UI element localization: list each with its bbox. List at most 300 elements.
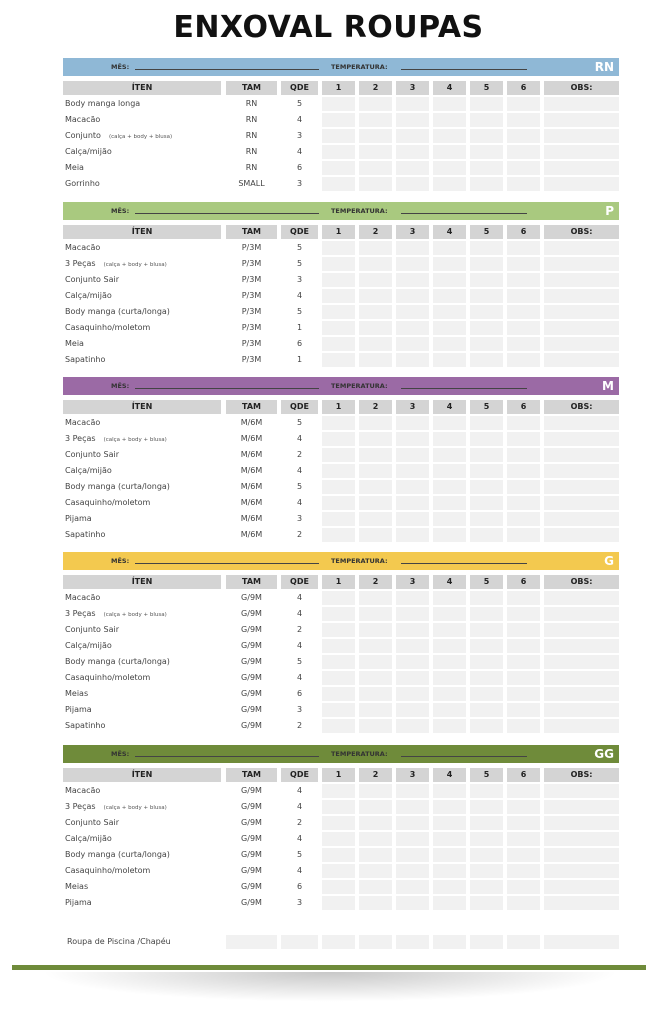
check-cell[interactable] — [396, 591, 429, 605]
check-cell[interactable] — [507, 321, 540, 335]
extra-cell[interactable] — [359, 935, 392, 949]
obs-cell[interactable] — [544, 848, 619, 862]
check-cell[interactable] — [359, 671, 392, 685]
check-cell[interactable] — [470, 528, 503, 542]
check-cell[interactable] — [396, 448, 429, 462]
check-cell[interactable] — [396, 273, 429, 287]
obs-cell[interactable] — [544, 607, 619, 621]
obs-cell[interactable] — [544, 512, 619, 526]
obs-cell[interactable] — [544, 896, 619, 910]
check-cell[interactable] — [322, 129, 355, 143]
check-cell[interactable] — [470, 353, 503, 367]
check-cell[interactable] — [507, 480, 540, 494]
check-cell[interactable] — [359, 432, 392, 446]
check-cell[interactable] — [470, 177, 503, 191]
check-cell[interactable] — [433, 464, 466, 478]
check-cell[interactable] — [507, 703, 540, 717]
check-cell[interactable] — [507, 97, 540, 111]
obs-cell[interactable] — [544, 289, 619, 303]
obs-cell[interactable] — [544, 832, 619, 846]
check-cell[interactable] — [433, 591, 466, 605]
obs-cell[interactable] — [544, 257, 619, 271]
table-row — [63, 528, 619, 544]
check-cell[interactable] — [433, 784, 466, 798]
extra-cell[interactable] — [470, 935, 503, 949]
check-cell[interactable] — [396, 607, 429, 621]
obs-cell[interactable] — [544, 703, 619, 717]
check-cell[interactable] — [322, 607, 355, 621]
check-cell[interactable] — [322, 719, 355, 733]
check-cell[interactable] — [433, 671, 466, 685]
check-cell[interactable] — [507, 305, 540, 319]
check-cell[interactable] — [359, 655, 392, 669]
extra-cell[interactable] — [544, 935, 619, 949]
check-cell[interactable] — [507, 289, 540, 303]
check-cell[interactable] — [322, 145, 355, 159]
check-cell[interactable] — [359, 337, 392, 351]
check-cell[interactable] — [470, 800, 503, 814]
check-cell[interactable] — [322, 896, 355, 910]
item-name: Calça/mijão — [65, 291, 112, 300]
check-cell[interactable] — [396, 703, 429, 717]
obs-cell[interactable] — [544, 448, 619, 462]
check-cell[interactable] — [507, 528, 540, 542]
check-cell[interactable] — [470, 480, 503, 494]
check-cell[interactable] — [507, 848, 540, 862]
obs-cell[interactable] — [544, 305, 619, 319]
obs-cell[interactable] — [544, 273, 619, 287]
check-cell[interactable] — [322, 480, 355, 494]
check-cell[interactable] — [396, 432, 429, 446]
check-cell[interactable] — [396, 480, 429, 494]
obs-cell[interactable] — [544, 161, 619, 175]
check-cell[interactable] — [433, 416, 466, 430]
check-cell[interactable] — [322, 97, 355, 111]
check-cell[interactable] — [433, 528, 466, 542]
check-cell[interactable] — [359, 703, 392, 717]
check-cell[interactable] — [359, 145, 392, 159]
extra-cell[interactable] — [396, 935, 429, 949]
check-cell[interactable] — [470, 448, 503, 462]
check-cell[interactable] — [470, 337, 503, 351]
check-cell[interactable] — [507, 496, 540, 510]
check-cell[interactable] — [433, 848, 466, 862]
check-cell[interactable] — [396, 528, 429, 542]
check-cell[interactable] — [433, 896, 466, 910]
check-cell[interactable] — [470, 129, 503, 143]
check-cell[interactable] — [433, 145, 466, 159]
check-cell[interactable] — [433, 719, 466, 733]
check-cell[interactable] — [396, 816, 429, 830]
obs-cell[interactable] — [544, 353, 619, 367]
check-cell[interactable] — [396, 257, 429, 271]
check-cell[interactable] — [433, 273, 466, 287]
check-cell[interactable] — [396, 639, 429, 653]
check-cell[interactable] — [507, 864, 540, 878]
check-cell[interactable] — [433, 816, 466, 830]
check-cell[interactable] — [322, 784, 355, 798]
extra-cell[interactable] — [322, 935, 355, 949]
check-cell[interactable] — [396, 97, 429, 111]
check-cell[interactable] — [470, 848, 503, 862]
check-cell[interactable] — [396, 305, 429, 319]
check-cell[interactable] — [359, 464, 392, 478]
check-cell[interactable] — [396, 353, 429, 367]
check-cell[interactable] — [396, 800, 429, 814]
obs-cell[interactable] — [544, 416, 619, 430]
check-cell[interactable] — [359, 257, 392, 271]
check-cell[interactable] — [433, 480, 466, 494]
check-cell[interactable] — [322, 432, 355, 446]
check-cell[interactable] — [507, 687, 540, 701]
check-cell[interactable] — [433, 177, 466, 191]
check-cell[interactable] — [396, 496, 429, 510]
check-cell[interactable] — [433, 305, 466, 319]
check-cell[interactable] — [322, 448, 355, 462]
extra-cell[interactable] — [507, 935, 540, 949]
check-cell[interactable] — [396, 129, 429, 143]
check-cell[interactable] — [322, 864, 355, 878]
check-cell[interactable] — [470, 703, 503, 717]
check-cell[interactable] — [433, 448, 466, 462]
mes-field[interactable] — [135, 756, 319, 757]
obs-cell[interactable] — [544, 337, 619, 351]
check-cell[interactable] — [396, 177, 429, 191]
check-cell[interactable] — [507, 591, 540, 605]
check-cell[interactable] — [470, 687, 503, 701]
check-cell[interactable] — [433, 289, 466, 303]
tam-cell: M/6M — [240, 434, 263, 443]
check-cell[interactable] — [359, 289, 392, 303]
check-cell[interactable] — [322, 591, 355, 605]
check-cell[interactable] — [322, 800, 355, 814]
check-cell[interactable] — [470, 864, 503, 878]
check-cell[interactable] — [470, 896, 503, 910]
obs-cell[interactable] — [544, 528, 619, 542]
temperatura-field[interactable] — [401, 563, 527, 564]
check-cell[interactable] — [507, 607, 540, 621]
obs-cell[interactable] — [544, 97, 619, 111]
check-cell[interactable] — [396, 145, 429, 159]
check-cell[interactable] — [433, 321, 466, 335]
check-cell[interactable] — [359, 687, 392, 701]
check-cell[interactable] — [507, 145, 540, 159]
check-cell[interactable] — [396, 416, 429, 430]
check-cell[interactable] — [322, 832, 355, 846]
temperatura-field[interactable] — [401, 756, 527, 757]
check-cell[interactable] — [396, 719, 429, 733]
obs-cell[interactable] — [544, 800, 619, 814]
obs-cell[interactable] — [544, 321, 619, 335]
table-row — [63, 512, 619, 528]
check-cell[interactable] — [359, 416, 392, 430]
check-cell[interactable] — [359, 129, 392, 143]
check-cell[interactable] — [322, 816, 355, 830]
check-cell[interactable] — [359, 97, 392, 111]
check-cell[interactable] — [396, 289, 429, 303]
obs-cell[interactable] — [544, 464, 619, 478]
check-cell[interactable] — [396, 512, 429, 526]
check-cell[interactable] — [470, 305, 503, 319]
check-cell[interactable] — [396, 896, 429, 910]
check-cell[interactable] — [507, 273, 540, 287]
extra-cell[interactable] — [226, 935, 277, 949]
check-cell[interactable] — [396, 687, 429, 701]
check-cell[interactable] — [322, 337, 355, 351]
check-cell[interactable] — [396, 241, 429, 255]
check-cell[interactable] — [433, 129, 466, 143]
check-cell[interactable] — [470, 591, 503, 605]
check-cell[interactable] — [322, 273, 355, 287]
check-cell[interactable] — [322, 289, 355, 303]
check-cell[interactable] — [507, 719, 540, 733]
obs-cell[interactable] — [544, 496, 619, 510]
check-cell[interactable] — [507, 177, 540, 191]
temperatura-field[interactable] — [401, 213, 527, 214]
temperatura-field[interactable] — [401, 69, 527, 70]
check-cell[interactable] — [433, 880, 466, 894]
check-cell[interactable] — [359, 623, 392, 637]
check-cell[interactable] — [322, 671, 355, 685]
check-cell[interactable] — [470, 273, 503, 287]
mes-field[interactable] — [135, 69, 319, 70]
check-cell[interactable] — [470, 241, 503, 255]
check-cell[interactable] — [396, 464, 429, 478]
check-cell[interactable] — [359, 305, 392, 319]
check-cell[interactable] — [470, 671, 503, 685]
check-cell[interactable] — [507, 784, 540, 798]
obs-cell[interactable] — [544, 177, 619, 191]
table-row — [63, 432, 619, 448]
temperatura-field[interactable] — [401, 388, 527, 389]
obs-cell[interactable] — [544, 480, 619, 494]
check-cell[interactable] — [470, 607, 503, 621]
obs-cell[interactable] — [544, 623, 619, 637]
check-cell[interactable] — [507, 880, 540, 894]
check-cell[interactable] — [322, 528, 355, 542]
check-cell[interactable] — [433, 337, 466, 351]
check-cell[interactable] — [359, 321, 392, 335]
check-cell[interactable] — [433, 832, 466, 846]
check-cell[interactable] — [322, 161, 355, 175]
check-cell[interactable] — [359, 161, 392, 175]
check-cell[interactable] — [433, 432, 466, 446]
check-cell[interactable] — [359, 241, 392, 255]
obs-cell[interactable] — [544, 864, 619, 878]
mes-field[interactable] — [135, 388, 319, 389]
check-cell[interactable] — [359, 880, 392, 894]
check-cell[interactable] — [470, 512, 503, 526]
item-cell — [63, 864, 221, 878]
check-cell[interactable] — [396, 880, 429, 894]
check-cell[interactable] — [396, 623, 429, 637]
check-cell[interactable] — [433, 161, 466, 175]
check-cell[interactable] — [322, 416, 355, 430]
check-cell[interactable] — [470, 816, 503, 830]
check-cell[interactable] — [396, 113, 429, 127]
obs-cell[interactable] — [544, 719, 619, 733]
check-cell[interactable] — [507, 832, 540, 846]
check-cell[interactable] — [322, 113, 355, 127]
check-cell[interactable] — [396, 321, 429, 335]
check-cell[interactable] — [322, 703, 355, 717]
check-cell[interactable] — [322, 512, 355, 526]
check-cell[interactable] — [359, 639, 392, 653]
check-cell[interactable] — [433, 353, 466, 367]
obs-cell[interactable] — [544, 671, 619, 685]
check-cell[interactable] — [507, 800, 540, 814]
check-cell[interactable] — [322, 496, 355, 510]
obs-cell[interactable] — [544, 113, 619, 127]
check-cell[interactable] — [322, 880, 355, 894]
check-cell[interactable] — [470, 416, 503, 430]
obs-cell[interactable] — [544, 145, 619, 159]
check-cell[interactable] — [359, 177, 392, 191]
check-cell[interactable] — [507, 129, 540, 143]
check-cell[interactable] — [396, 784, 429, 798]
check-cell[interactable] — [396, 161, 429, 175]
check-cell[interactable] — [470, 719, 503, 733]
check-cell[interactable] — [507, 353, 540, 367]
check-cell[interactable] — [470, 161, 503, 175]
check-cell[interactable] — [507, 337, 540, 351]
check-cell[interactable] — [507, 113, 540, 127]
check-cell[interactable] — [470, 432, 503, 446]
check-cell[interactable] — [470, 464, 503, 478]
check-cell[interactable] — [470, 289, 503, 303]
check-cell[interactable] — [396, 655, 429, 669]
check-cell[interactable] — [470, 113, 503, 127]
check-cell[interactable] — [433, 864, 466, 878]
check-cell[interactable] — [322, 687, 355, 701]
obs-cell[interactable] — [544, 129, 619, 143]
obs-cell[interactable] — [544, 432, 619, 446]
check-cell[interactable] — [433, 97, 466, 111]
check-cell[interactable] — [433, 241, 466, 255]
check-cell[interactable] — [322, 623, 355, 637]
check-cell[interactable] — [359, 448, 392, 462]
check-cell[interactable] — [433, 687, 466, 701]
extra-cell[interactable] — [433, 935, 466, 949]
check-cell[interactable] — [470, 655, 503, 669]
mes-field[interactable] — [135, 213, 319, 214]
check-cell[interactable] — [470, 321, 503, 335]
column-header: OBS: — [544, 575, 619, 589]
check-cell[interactable] — [433, 257, 466, 271]
check-cell[interactable] — [433, 800, 466, 814]
obs-cell[interactable] — [544, 655, 619, 669]
item-cell — [63, 161, 221, 175]
check-cell[interactable] — [470, 623, 503, 637]
check-cell[interactable] — [322, 639, 355, 653]
check-cell[interactable] — [359, 816, 392, 830]
check-cell[interactable] — [359, 784, 392, 798]
check-cell[interactable] — [322, 321, 355, 335]
check-cell[interactable] — [396, 864, 429, 878]
check-cell[interactable] — [470, 639, 503, 653]
check-cell[interactable] — [433, 607, 466, 621]
check-cell[interactable] — [507, 448, 540, 462]
obs-cell[interactable] — [544, 816, 619, 830]
check-cell[interactable] — [507, 671, 540, 685]
mes-field[interactable] — [135, 563, 319, 564]
check-cell[interactable] — [507, 639, 540, 653]
check-cell[interactable] — [470, 97, 503, 111]
check-cell[interactable] — [433, 655, 466, 669]
check-cell[interactable] — [322, 848, 355, 862]
check-cell[interactable] — [359, 832, 392, 846]
check-cell[interactable] — [322, 257, 355, 271]
check-cell[interactable] — [507, 464, 540, 478]
check-cell[interactable] — [359, 528, 392, 542]
obs-cell[interactable] — [544, 880, 619, 894]
obs-cell[interactable] — [544, 591, 619, 605]
extra-cell[interactable] — [281, 935, 318, 949]
check-cell[interactable] — [359, 512, 392, 526]
check-cell[interactable] — [359, 607, 392, 621]
check-cell[interactable] — [507, 512, 540, 526]
check-cell[interactable] — [322, 655, 355, 669]
check-cell[interactable] — [359, 273, 392, 287]
obs-cell[interactable] — [544, 687, 619, 701]
check-cell[interactable] — [396, 337, 429, 351]
obs-cell[interactable] — [544, 241, 619, 255]
check-cell[interactable] — [359, 719, 392, 733]
check-cell[interactable] — [359, 896, 392, 910]
check-cell[interactable] — [359, 864, 392, 878]
check-cell[interactable] — [470, 832, 503, 846]
check-cell[interactable] — [470, 784, 503, 798]
obs-cell[interactable] — [544, 639, 619, 653]
check-cell[interactable] — [396, 848, 429, 862]
check-cell[interactable] — [396, 671, 429, 685]
check-cell[interactable] — [433, 512, 466, 526]
check-cell[interactable] — [507, 623, 540, 637]
check-cell[interactable] — [322, 177, 355, 191]
check-cell[interactable] — [507, 161, 540, 175]
check-cell[interactable] — [470, 257, 503, 271]
check-cell[interactable] — [507, 416, 540, 430]
check-cell[interactable] — [359, 480, 392, 494]
check-cell[interactable] — [359, 353, 392, 367]
check-cell[interactable] — [359, 496, 392, 510]
check-cell[interactable] — [433, 639, 466, 653]
check-cell[interactable] — [433, 113, 466, 127]
check-cell[interactable] — [396, 832, 429, 846]
check-cell[interactable] — [507, 896, 540, 910]
check-cell[interactable] — [433, 623, 466, 637]
check-cell[interactable] — [359, 800, 392, 814]
check-cell[interactable] — [322, 305, 355, 319]
check-cell[interactable] — [433, 496, 466, 510]
check-cell[interactable] — [507, 432, 540, 446]
check-cell[interactable] — [433, 703, 466, 717]
check-cell[interactable] — [359, 113, 392, 127]
check-cell[interactable] — [322, 464, 355, 478]
check-cell[interactable] — [507, 241, 540, 255]
check-cell[interactable] — [507, 655, 540, 669]
obs-cell[interactable] — [544, 784, 619, 798]
check-cell[interactable] — [507, 816, 540, 830]
check-cell[interactable] — [470, 145, 503, 159]
check-cell[interactable] — [359, 591, 392, 605]
check-cell[interactable] — [322, 241, 355, 255]
check-cell[interactable] — [470, 496, 503, 510]
check-cell[interactable] — [507, 257, 540, 271]
check-cell[interactable] — [359, 848, 392, 862]
check-cell[interactable] — [322, 353, 355, 367]
check-cell[interactable] — [470, 880, 503, 894]
